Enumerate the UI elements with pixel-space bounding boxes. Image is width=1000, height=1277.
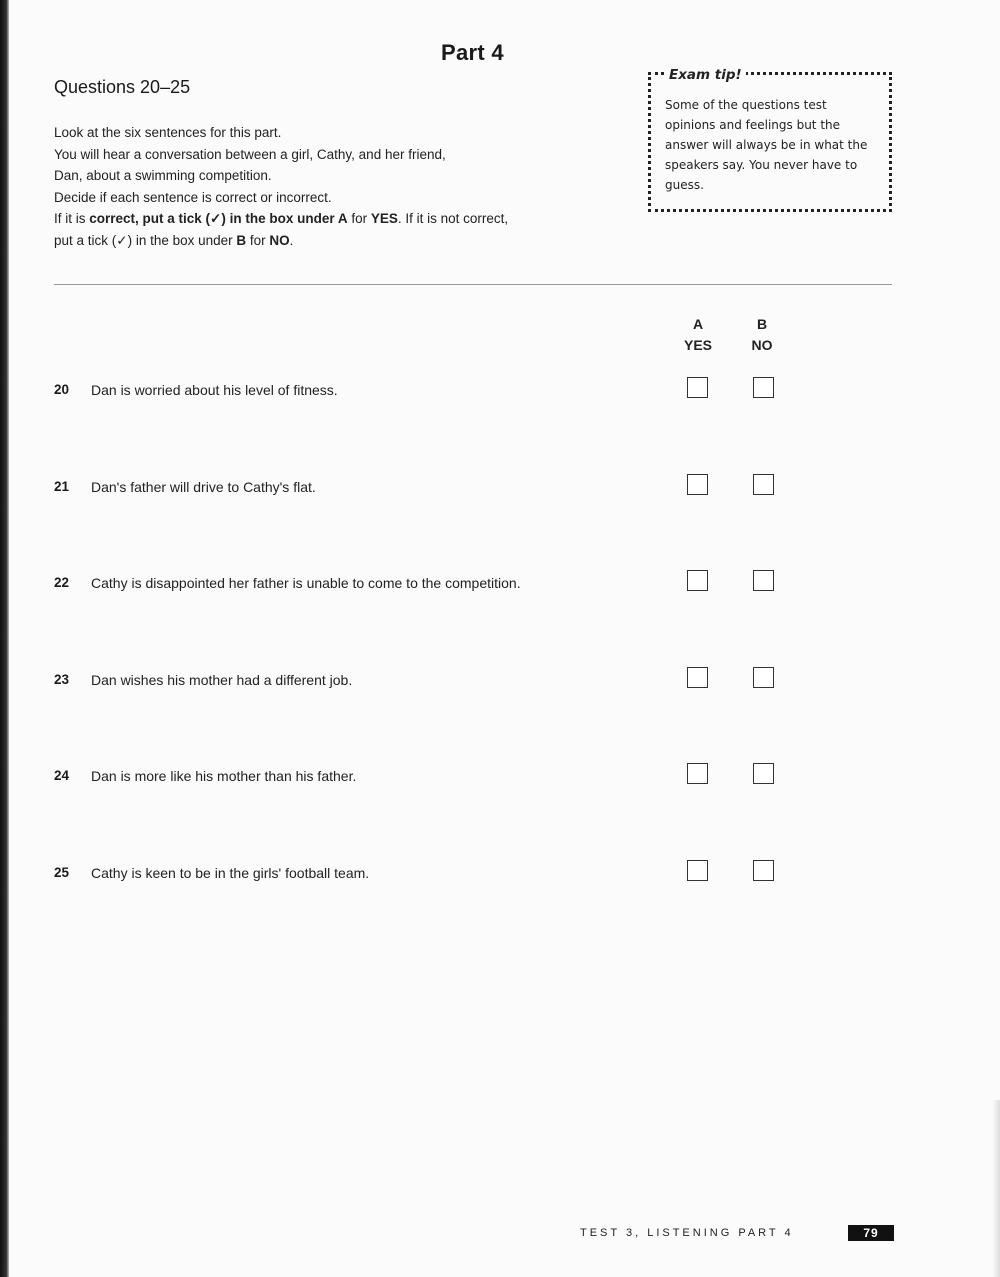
answer-box-no[interactable] <box>753 667 774 688</box>
question-text: Dan is more like his mother than his father. <box>91 768 357 784</box>
answer-box-no[interactable] <box>753 474 774 495</box>
question-text: Dan's father will drive to Cathy's flat. <box>91 479 316 495</box>
question-number: 25 <box>54 865 70 880</box>
question-row <box>54 860 892 890</box>
answer-box-yes[interactable] <box>687 377 708 398</box>
answer-box-yes[interactable] <box>687 474 708 495</box>
question-text: Cathy is disappointed her father is unable to come to the competition. <box>91 575 521 591</box>
page-binding-edge <box>0 0 9 1277</box>
instruction-line: Look at the six sentences for this part. <box>54 125 282 140</box>
answer-box-yes[interactable] <box>687 570 708 591</box>
instruction-line: Dan, about a swimming competition. <box>54 168 272 183</box>
question-text: Dan wishes his mother had a different job. <box>91 672 353 688</box>
answer-box-yes[interactable] <box>687 667 708 688</box>
question-number: 20 <box>54 382 70 397</box>
instruction-line: Decide if each sentence is correct or incorrect. <box>54 189 332 205</box>
exam-tip-text: Some of the questions test opinions and feelings but the answer will always be in what the speakers say. You never have to guess. <box>665 98 868 192</box>
part-title: Part 4 <box>441 40 504 65</box>
column-b-header <box>742 314 782 356</box>
question-row <box>54 377 892 407</box>
answer-box-yes[interactable] <box>687 763 708 784</box>
instruction-line: You will hear a conversation between a girl, Cathy, and her friend, <box>54 146 446 162</box>
question-number: 22 <box>54 575 70 590</box>
question-number: 23 <box>54 672 70 687</box>
question-row <box>54 667 892 697</box>
questions-heading: Questions 20–25 <box>54 77 191 97</box>
page-number: 79 <box>848 1225 894 1241</box>
question-text: Cathy is keen to be in the girls' football team. <box>91 865 370 881</box>
column-a-label: YES <box>683 337 712 353</box>
question-row <box>54 763 892 793</box>
page-footer-label: TEST 3, LISTENING PART 4 <box>580 1227 794 1239</box>
column-b-label: NO <box>751 337 773 353</box>
question-number: 21 <box>54 479 70 494</box>
instructions <box>54 122 624 251</box>
instruction-line: If it is correct, put a tick (✓) in the box under A for YES. If it is not correct, <box>54 211 509 226</box>
answer-box-yes[interactable] <box>687 860 708 881</box>
question-row <box>54 570 892 600</box>
answer-box-no[interactable] <box>753 377 774 398</box>
question-row <box>54 474 892 504</box>
question-number: 24 <box>54 768 70 783</box>
page-edge-shadow <box>992 1100 1000 1277</box>
exam-tip-title: Exam tip! <box>665 65 746 85</box>
question-text: Dan is worried about his level of fitness. <box>91 382 338 398</box>
exam-tip-box <box>648 67 892 212</box>
column-a-header <box>678 314 718 356</box>
instruction-line: put a tick (✓) in the box under B for NO. <box>54 232 294 248</box>
answer-box-no[interactable] <box>753 570 774 591</box>
section-divider <box>54 284 892 285</box>
column-b-letter: B <box>756 316 768 332</box>
answer-box-no[interactable] <box>753 763 774 784</box>
column-a-letter: A <box>692 316 704 332</box>
answer-box-no[interactable] <box>753 860 774 881</box>
